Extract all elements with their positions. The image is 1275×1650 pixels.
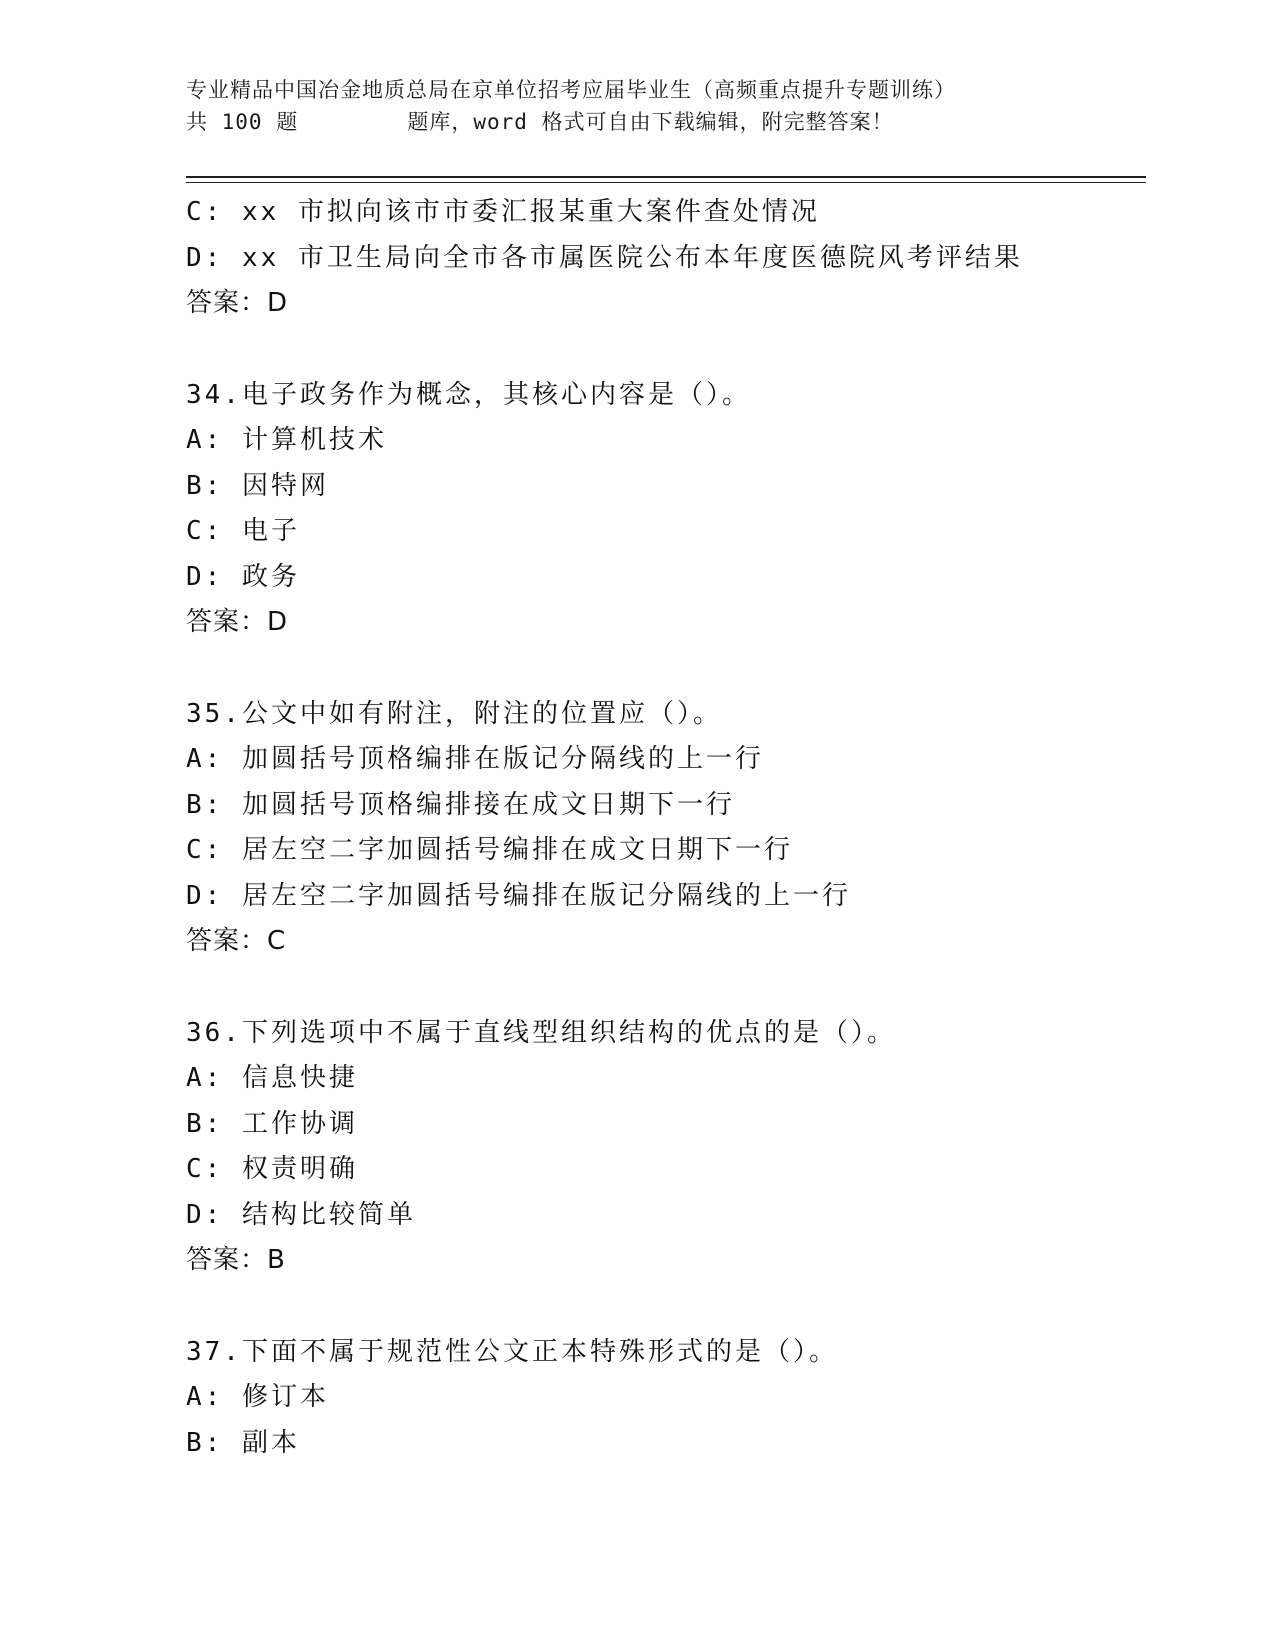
question-block	[186, 692, 1146, 965]
header-subtitle: 共 100 题 题库，word 格式可自由下载编辑，附完整答案！	[186, 110, 894, 134]
question-option: B: 工作协调	[186, 1108, 358, 1139]
question-option: C: 权责明确	[186, 1154, 358, 1184]
question-block	[186, 373, 1146, 646]
question-option: C: 电子	[186, 516, 300, 546]
block-spacer	[186, 646, 1146, 692]
question-option: A: 修订本	[186, 1382, 329, 1412]
question-list	[186, 190, 1146, 1466]
question-block	[186, 1330, 1146, 1467]
question-option: B: 加圆括号顶格编排接在成文日期下一行	[186, 789, 735, 820]
block-spacer	[186, 1284, 1146, 1330]
question-stem: 36.下列选项中不属于直线型组织结构的优点的是（）。	[186, 1017, 896, 1048]
question-option: C: 居左空二字加圆括号编排在成文日期下一行	[186, 835, 793, 865]
header-title: 专业精品中国冶金地质总局在京单位招考应届毕业生（高频重点提升专题训练）	[186, 78, 956, 102]
question-option: A: 信息快捷	[186, 1063, 358, 1093]
question-block	[186, 1011, 1146, 1284]
page-header	[186, 74, 1146, 138]
question-option: A: 计算机技术	[186, 425, 387, 455]
answer-line: 答案：D	[186, 607, 289, 637]
question-option: D: 结构比较简单	[186, 1199, 416, 1230]
header-divider-thick	[186, 176, 1146, 178]
answer-line: 答案：D	[186, 288, 289, 318]
question-stem: 35.公文中如有附注，附注的位置应（）。	[186, 698, 722, 729]
answer-line: 答案：B	[186, 1245, 286, 1275]
question-stem: 34.电子政务作为概念，其核心内容是（）。	[186, 379, 751, 410]
question-option: D: xx 市卫生局向全市各市属医院公布本年度医德院风考评结果	[186, 242, 1023, 273]
question-option: D: 政务	[186, 561, 300, 592]
question-option: D: 居左空二字加圆括号编排在版记分隔线的上一行	[186, 880, 851, 911]
question-option: B: 副本	[186, 1427, 300, 1458]
block-spacer	[186, 965, 1146, 1011]
question-option: A: 加圆括号顶格编排在版记分隔线的上一行	[186, 744, 764, 774]
block-spacer	[186, 327, 1146, 373]
question-option: C: xx 市拟向该市市委汇报某重大案件查处情况	[186, 197, 820, 227]
header-divider-thin	[186, 182, 1146, 183]
question-block	[186, 190, 1146, 327]
question-stem: 37.下面不属于规范性公文正本特殊形式的是（）。	[186, 1336, 838, 1367]
answer-line: 答案：C	[186, 926, 287, 956]
question-option: B: 因特网	[186, 470, 329, 501]
